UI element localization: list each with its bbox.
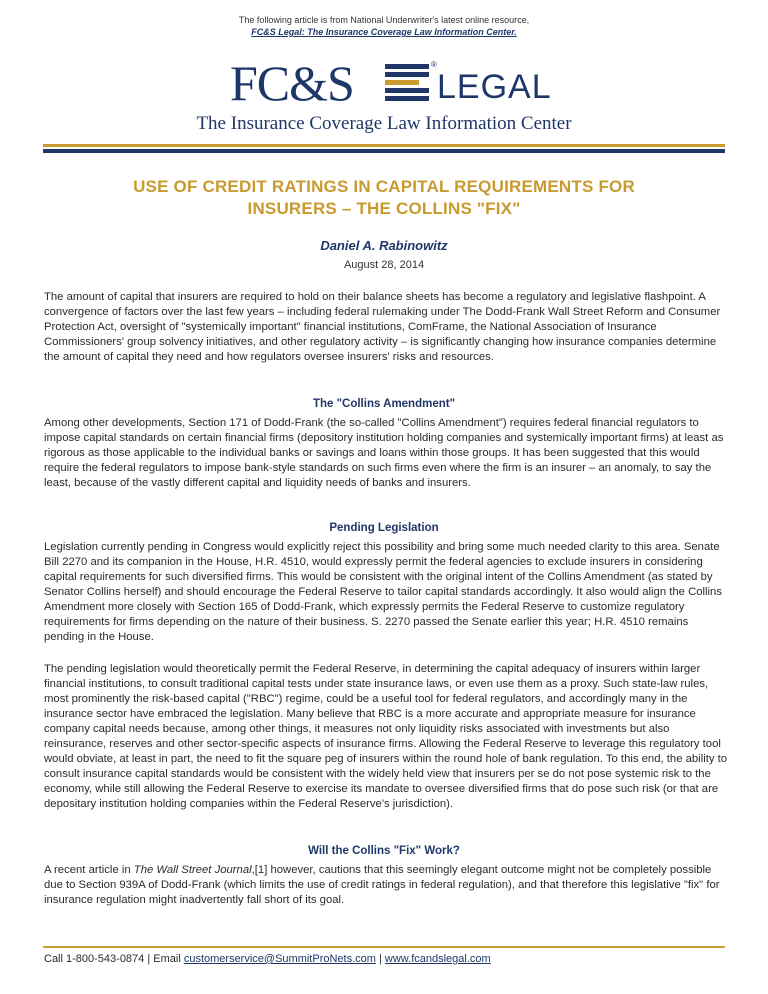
header-rule-gold xyxy=(43,144,725,147)
flag-stripes-icon xyxy=(385,64,429,102)
paragraph: Legislation currently pending in Congress would explicitly reject this possibility and bring some much needed clarity to this area. Senate Bill 2270 and its companion in the House, H.R. 4510, would expressly permit the federal agencies to exclude insurers in considering capital requirements for such diversified firms. This would be consistent with the original intent of the Collins Amendment (as stated by Senator Collins herself) and should encourage the Federal Reserve to tailor capital standards accordingly. It also would align the Collins Amendment more closely with Section 165 of Dodd-Frank, which expressly permits the Federal Reserve to customize regulatory requirements for firms depending on the nature of their business. S. 2270 passed the Senate earlier this year; H.R. 4510 remains pending in the House. xyxy=(44,541,722,643)
paragraph: The amount of capital that insurers are required to hold on their balance sheets has become a regulatory and legislative flashpoint. A convergence of factors over the last few years – including federal rulemaking under The Dodd-Frank Wall Street Reform and Consumer Protection Act, oversight of "systemically important" financial institutions, ComFrame, the National Association of Insurance Commissioners' group solvency initiatives, and other regulatory activity – is significantly changing how insurance companies determine the amount of capital they need and how regulators oversee insurers' risks and resources. xyxy=(44,291,721,363)
fcs-legal-logo xyxy=(230,55,570,111)
text-run: ,[1] however, cautions that this seemingly elegant outcome might not be completely possible due to Section 939A of Dodd-Frank (which limits the use of credit ratings in federal regulation), and that therefore this legislative "fix" for insurance regulation might inadvertently fall short of its goal. xyxy=(44,864,720,906)
article-title xyxy=(60,176,708,220)
logo-legal: LEGAL xyxy=(437,68,552,106)
footer-phone: Call 1-800-543-0874 | Email xyxy=(44,953,184,965)
footer-separator: | xyxy=(375,953,385,965)
title-line: USE OF CREDIT RATINGS IN CAPITAL REQUIREMENTS FOR xyxy=(133,177,635,196)
section-heading: The "Collins Amendment" xyxy=(312,398,456,410)
paragraph: The pending legislation would theoretically permit the Federal Reserve, in determining the capital adequacy of insurers within larger financial institutions, to consult traditional capital tests under state insurance laws, or even use them as a proxy. Such state-law rules, most prominently the risk-based capital ("RBC") regime, could be a useful tool for federal regulators, and accordingly many in the insurance sector have embraced the legislation. Many believe that RBC is a more accurate and appropriate measure for insurance company capital needs because, among other things, it measures not only liquidity risks associated with investments but also reinsurance, reserves and other sector-specific aspects of insurance firms. Allowing the Federal Reserve to leverage this regulatory tool would obviate, at least in part, the need to fit the square peg of insurers within the round hole of bank regulation. To this end, the ability to consult insurance capital standards would be consistent with the widely held view that insurers per se do not pose systemic risk to the economy, while still allowing the Federal Reserve to exercise its mandate to oversee diversified firms that do pose such risk (or that are depositary institution holding companies within the Federal Reserve's jurisdiction). xyxy=(44,663,728,810)
intro-line: The following article is from National Underwriter's latest online resource, xyxy=(238,15,530,25)
section-heading: Will the Collins "Fix" Work? xyxy=(308,845,460,857)
article-date: August 28, 2014 xyxy=(343,259,425,271)
text-run: A recent article in xyxy=(44,864,134,876)
footer xyxy=(44,953,491,965)
website-link[interactable]: www.fcandslegal.com xyxy=(384,953,491,965)
section-heading: Pending Legislation xyxy=(329,522,439,534)
logo-tagline: The Insurance Coverage Law Information Center xyxy=(196,113,572,134)
title-line: INSURERS – THE COLLINS "FIX" xyxy=(247,199,521,218)
logo-brand: FC&S xyxy=(230,55,354,111)
intro-note xyxy=(0,14,768,38)
paragraph xyxy=(44,863,728,908)
paragraph: Among other developments, Section 171 of Dodd-Frank (the so-called "Collins Amendment") requires federal financial regulators to impose capital standards on certain financial firms (depository institution holding companies and systemically important firms) at least as rigorous as those applicable to the individual banks or savings and loans within those groups. It has been suggested that this would require the federal regulators to impose bank-style standards on such firms even where the firm is an insurer – an anomaly, to say the least, because of the vastly different capital and liquidity needs of banks and insurers. xyxy=(44,417,724,489)
publication-name: The Wall Street Journal xyxy=(133,864,252,876)
intro-resource-link[interactable]: FC&S Legal: The Insurance Coverage Law Information Center. xyxy=(251,27,517,37)
registered-mark: ® xyxy=(431,60,437,69)
header-rule-navy xyxy=(43,149,725,153)
footer-rule xyxy=(43,946,725,948)
email-link[interactable]: customerservice@SummitProNets.com xyxy=(183,953,376,965)
article-author: Daniel A. Rabinowitz xyxy=(320,238,448,253)
